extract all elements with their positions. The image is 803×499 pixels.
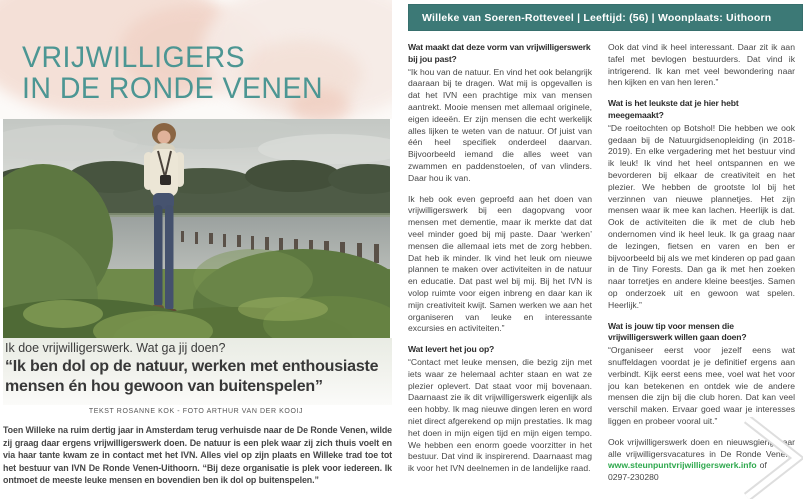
question-heading: Wat levert het jou op? xyxy=(408,344,495,355)
pull-quote xyxy=(3,338,392,405)
article-paragraph: “Organiseer eerst voor jezelf eens wat snuffeldagen voordat je je definitief ergens aan verbindt. Kijk eerst eens mee, voel wat het voor jou kan betekenen en ontdek wie de andere mensen die zijn bij die club horen. Dat kan veel verschil maken. Ervaar goed waar je interesses liggen en probeer vooral uit.” xyxy=(608,345,795,426)
cta-suffix: of xyxy=(759,460,767,471)
question-heading: Wat maakt dat deze vorm van vrijwilligerswerk bij jou past? xyxy=(408,42,591,64)
page-title xyxy=(22,42,323,104)
quote-bold-line1: “Ik ben dol op de natuur, werken met enthousiaste xyxy=(5,358,379,375)
next-page-chevron-icon xyxy=(741,417,803,499)
quote-kicker: Ik doe vrijwilligerswerk. Wat ga jij doen? xyxy=(5,341,226,355)
quote-bold-line2: mensen én hou gewoon van buitenspelen” xyxy=(5,377,323,395)
photo-woman-leg xyxy=(154,205,163,307)
page-title-line2: IN DE RONDE VENEN xyxy=(22,72,324,105)
photo-grass-highlight xyxy=(238,297,328,321)
photo-grass-highlight xyxy=(23,300,103,328)
cta-text: Ook vrijwilligerswerk doen en nieuwsgierig naar alle vrijwilligersvacatures in De Ronde Venen? xyxy=(608,436,795,459)
article-column-middle xyxy=(408,42,592,499)
volunteer-website-link[interactable]: www.steunpuntvrijwilligerswerk.info xyxy=(608,460,757,471)
article-paragraph: Ook dat vind ik heel interessant. Daar zit ik aan tafel met bevlogen bestuurders. Dat vind ik intrigerend. Ik kan met veel bewondering naar hen kijken en van hen leren.” xyxy=(608,42,795,88)
article-paragraph: “Ik hou van de natuur. En vind het ook belangrijk daaraan bij te dragen. Wat mij is opgevallen is dat het IVN een prachtige mix van mensen aantrekt. Mooie mensen met allemaal originele, eigen ideeën. Er zijn mensen die echt werkelijk alles lijken te weten van de natuur. Of juist van één heel specifiek onderdeel daarvan. Bijvoorbeeld iemand die alles weet van zwammen en paddenstoelen, of van vlinders. Daar hou ik van. xyxy=(408,66,592,183)
article-paragraph: “Contact met leuke mensen, die bezig zijn met iets waar ze helemaal achter staan en wat ze plezier oplevert. Dat staat voor mij bovenaan. Daarnaast zie ik dit vrijwilligerswerk eigenlijk als een hobby. Ik mag nieuwe dingen leren en word niet direct afgerekend op mijn prestaties. Ik mag het doen in mijn eigen tijd en mijn eigen tempo. We hebben een enorm goede voorzitter in het bestuur. Dat vind ik inspirerend. Daarnaast mag ik voor het IVN deelnemen in de landelijke raad. xyxy=(408,356,592,474)
photo-binoculars xyxy=(160,175,171,185)
photo-tree xyxy=(245,160,341,192)
person-info-bar xyxy=(408,4,803,31)
photo-woman-leg xyxy=(165,205,174,311)
cta-phone-number: 0297-230280 xyxy=(608,472,659,483)
person-info-text: Willeke van Soeren-Rotteveel | Leeftijd: (56) | Woonplaats: Uithoorn xyxy=(422,11,772,24)
byline-credits: TEKST ROSANNE KOK - FOTO ARTHUR VAN DER KOOIJ xyxy=(88,408,304,415)
article-photo xyxy=(3,119,390,338)
page-title-line1: VRIJWILLIGERS xyxy=(22,41,246,74)
photo-woman-face xyxy=(158,131,171,144)
question-heading: Wat is het leukste dat je hier hebt meegemaakt? xyxy=(608,98,739,120)
article-paragraph: Ik heb ook even geproefd aan het doen van vrijwilligerswerk bij een dagopvang voor mensen met dementie, maar ik merkte dat dat veel minder goed bij mij paste. Daar ‘werken’ mensen die allemaal iets met de zorg hebben. Dat heb ik minder. Ik vind het leuk om nieuwe plannen te maken over activiteiten in de natuur en educatie. Dat past wel bij mij. Bij het IVN is volop ruimte voor eigen inbreng en daar kan ik mijn creativiteit kwijt. Samen werken we aan het organiseren van leuke en interessante excursies en activiteiten.” xyxy=(408,193,592,334)
question-heading: Wat is jouw tip voor mensen die vrijwilligerswerk willen gaan doen? xyxy=(608,320,747,343)
article-photo-scene xyxy=(3,119,390,338)
article-paragraph: “De roeitochten op Botshol! Die hebben we ook gedaan bij de Natuurgidsenopleiding (in 2018-2019). En elke vergadering met het bestuur vind ik leuk! Ik vind het heel ontspannen en we bevorderen bij elkaar de creativiteit en het plezier. We hebben de grootste lol bij het verzinnen van nieuwe plannetjes. Het zijn mensen waar ik mee kan lachen. Heerlijk is dat. Ook de activiteiten die ik met de club heb ondernomen vind ik heel leuk. Ik ga graag naar de lezingen, fietsen en varen en ben er bijvoorbeeld bij als we met kinderen op pad gaan in de Tiny Forests. Dan ga ik met hen zoeken naar torretjes en andere kleine beestjes. Samen op onderzoek uit en gewoon wat spelen. Heerlijk.” xyxy=(608,122,795,310)
title-banner xyxy=(0,0,392,119)
intro-paragraph: Toen Willeke na ruim dertig jaar in Amsterdam terug verhuisde naar de De Ronde Venen, wilde zij graag daar ergens vrijwilligerswerk doen. De natuur is een plek waar zij zich thuis voelt en via haar tante kwam ze in contact met het IVN. Alles viel op zijn plaats en Willeke trad toe tot het bestuur van IVN De Ronde Venen-Uithoorn. “Bij deze organisatie is plek voor iedereen. Ik ontmoet de meeste leuke mensen en bovendien ben ik dol op buitenspelen.” xyxy=(3,425,392,486)
